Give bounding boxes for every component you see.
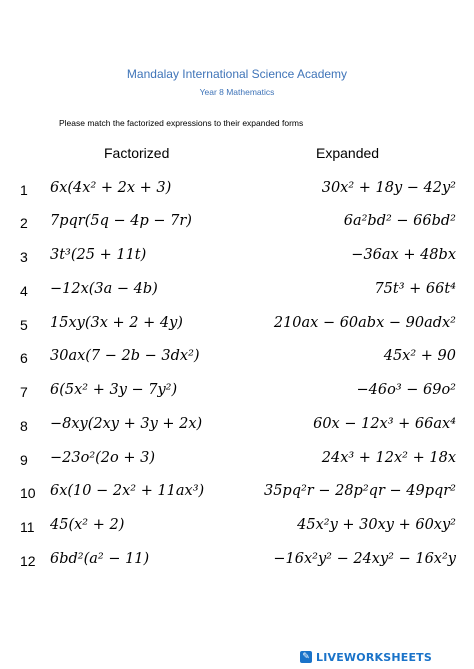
expression-row bbox=[0, 313, 474, 343]
expression-row bbox=[0, 279, 474, 309]
course-title: Year 8 Mathematics bbox=[199, 87, 275, 97]
row-number: 6 bbox=[20, 350, 28, 366]
expanded-expression[interactable]: −46o³ − 69o² bbox=[356, 382, 456, 398]
expanded-expression[interactable]: 24x³ + 12x² + 18x bbox=[321, 450, 456, 466]
factorized-expression[interactable]: 6(5x² + 3y − 7y²) bbox=[50, 382, 178, 398]
expression-row bbox=[0, 414, 474, 444]
school-name: Mandalay International Science Academy bbox=[126, 67, 348, 81]
logo-text: LIVEWORKSHEETS bbox=[316, 650, 432, 664]
expression-row bbox=[0, 178, 474, 208]
factorized-header: Factorized bbox=[104, 145, 170, 161]
row-number: 1 bbox=[20, 182, 28, 198]
row-number: 9 bbox=[20, 452, 28, 468]
expanded-expression[interactable]: 60x − 12x³ + 66ax⁴ bbox=[313, 416, 456, 432]
expression-row bbox=[0, 515, 474, 545]
row-number: 12 bbox=[20, 553, 36, 569]
factorized-expression[interactable]: 7pqr(5q − 4p − 7r) bbox=[50, 213, 192, 229]
expanded-expression[interactable]: 6a²bd² − 66bd² bbox=[343, 213, 456, 229]
row-number: 2 bbox=[20, 215, 28, 231]
factorized-expression[interactable]: 6x(4x² + 2x + 3) bbox=[50, 180, 172, 196]
expanded-expression[interactable]: 75t³ + 66t⁴ bbox=[374, 281, 456, 297]
factorized-expression[interactable]: −8xy(2xy + 3y + 2x) bbox=[50, 416, 203, 432]
expanded-expression[interactable]: 35pq²r − 28p²qr − 49pqr² bbox=[263, 483, 456, 499]
expanded-expression[interactable]: 45x² + 90 bbox=[383, 348, 456, 364]
factorized-expression[interactable]: 30ax(7 − 2b − 3dx²) bbox=[50, 348, 200, 364]
factorized-expression[interactable]: 6bd²(a² − 11) bbox=[50, 551, 150, 567]
expanded-expression[interactable]: 45x²y + 30xy + 60xy² bbox=[297, 517, 456, 533]
expanded-header: Expanded bbox=[316, 145, 380, 161]
factorized-expression[interactable]: 45(x² + 2) bbox=[50, 517, 125, 533]
instruction-text: Please match the factorized expressions to their expanded forms bbox=[59, 118, 304, 128]
row-number: 10 bbox=[20, 485, 36, 501]
pencil-icon: ✎ bbox=[300, 651, 312, 663]
factorized-expression[interactable]: 6x(10 − 2x² + 11ax³) bbox=[50, 483, 205, 499]
expression-row bbox=[0, 245, 474, 275]
factorized-expression[interactable]: −23o²(2o + 3) bbox=[50, 450, 156, 466]
expanded-expression[interactable]: 30x² + 18y − 42y² bbox=[321, 180, 456, 196]
expanded-expression[interactable]: −36ax + 48bx bbox=[351, 247, 456, 263]
expression-row bbox=[0, 211, 474, 241]
liveworksheets-logo[interactable] bbox=[300, 648, 470, 666]
expanded-expression[interactable]: −16x²y² − 24xy² − 16x²y bbox=[273, 551, 456, 567]
row-number: 7 bbox=[20, 384, 28, 400]
expression-row bbox=[0, 481, 474, 511]
factorized-expression[interactable]: −12x(3a − 4b) bbox=[50, 281, 158, 297]
factorized-expression[interactable]: 15xy(3x + 2 + 4y) bbox=[50, 315, 183, 331]
row-number: 5 bbox=[20, 317, 28, 333]
expression-row bbox=[0, 380, 474, 410]
row-number: 11 bbox=[20, 519, 35, 535]
expression-row bbox=[0, 549, 474, 579]
row-number: 8 bbox=[20, 418, 28, 434]
expression-row bbox=[0, 346, 474, 376]
expression-row bbox=[0, 448, 474, 478]
factorized-expression[interactable]: 3t³(25 + 11t) bbox=[50, 247, 147, 263]
row-number: 4 bbox=[20, 283, 28, 299]
expanded-expression[interactable]: 210ax − 60abx − 90adx² bbox=[273, 315, 456, 331]
row-number: 3 bbox=[20, 249, 28, 265]
